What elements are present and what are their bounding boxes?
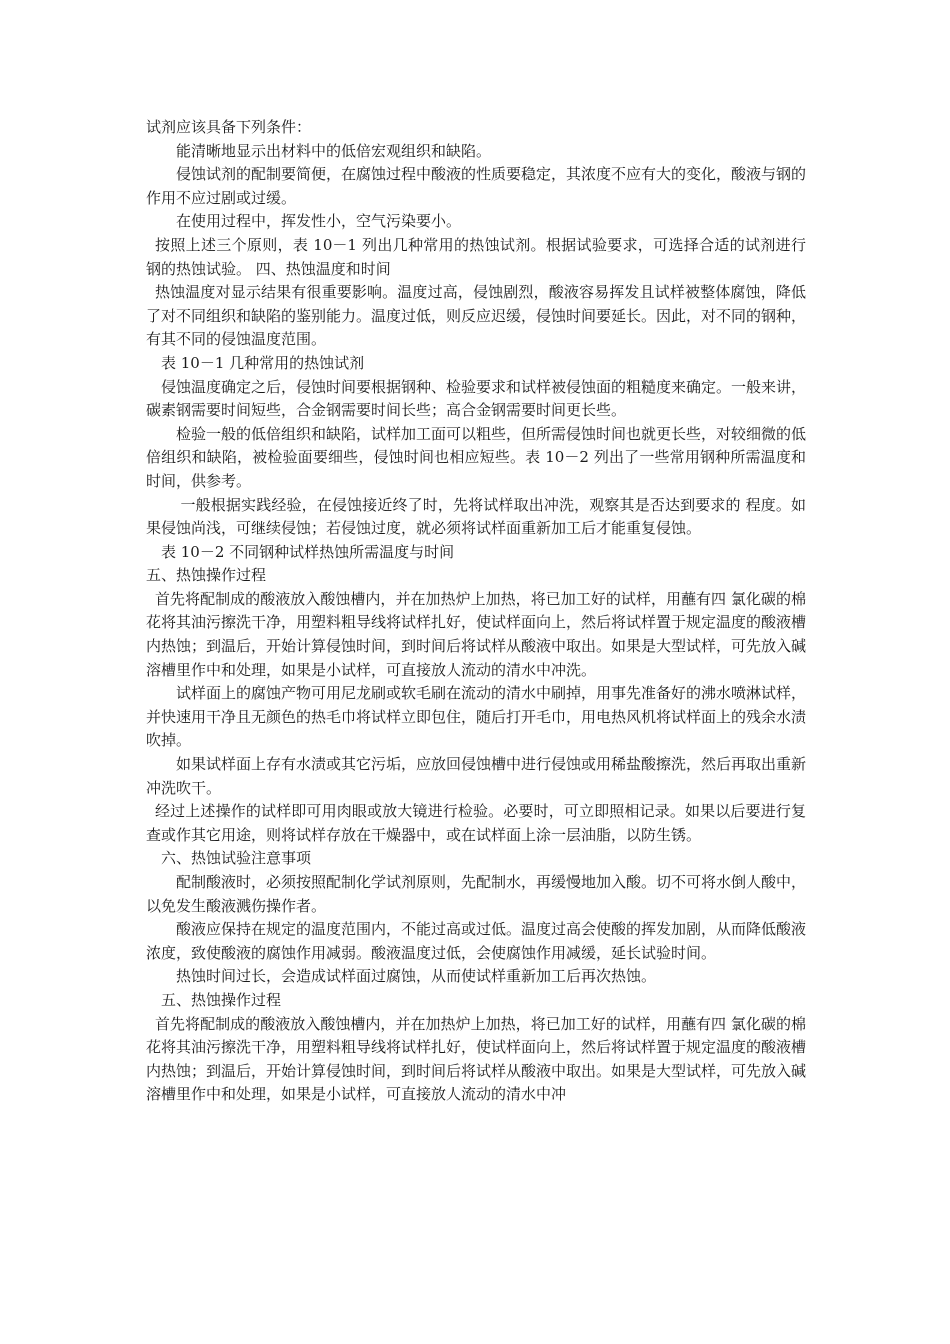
paragraph: 热蚀温度对显示结果有很重要影响。温度过高，侵蚀剧烈，酸液容易挥发且试样被整体腐蚀，降低了对不同组织和缺陷的鉴别能力。温度过低，则反应迟缓，侵蚀时间要延长。因此，对不同的钢种，有其不同的侵蚀温度范围。	[146, 283, 807, 349]
paragraph: 酸液应保持在规定的温度范围内，不能过高或过低。温度过高会使酸的挥发加剧，从而降低酸液浓度，致使酸液的腐蚀作用减弱。酸液温度过低，会使腐蚀作用减缓，延长试验时间。	[146, 920, 807, 962]
paragraph: 一般根据实践经验，在侵蚀接近终了时，先将试样取出冲洗，观察其是否达到要求的 程度。如果侵蚀尚浅，可继续侵蚀；若侵蚀过度，就必须将试样面重新加工后才能重复侵蚀。	[146, 495, 806, 538]
paragraph: 按照上述三个原则，表 10－1 列出几种常用的热蚀试剂。根据试验要求，可选择合适的试剂进行钢的热蚀试验。 四、热蚀温度和时间	[146, 235, 806, 278]
paragraph: 在使用过程中，挥发性小，空气污染要小。	[176, 212, 462, 231]
paragraph: 侵蚀试剂的配制要简便，在腐蚀过程中酸液的性质要稳定，其浓度不应有大的变化，酸液与钢的作用不应过剧或过缓。	[146, 165, 807, 207]
paragraph: 试样面上的腐蚀产物可用尼龙刷或软毛刷在流动的清水中刷掉，用事先准备好的沸水喷淋试样，并快速用干净且无颜色的热毛巾将试样立即包住，随后打开毛巾，用电热风机将试样面上的残余水渍吹掉。	[146, 684, 807, 750]
table-caption: 表 10－1 几种常用的热蚀试剂	[161, 353, 365, 372]
section-heading: 五、热蚀操作过程	[161, 990, 282, 1009]
paragraph: 侵蚀温度确定之后，侵蚀时间要根据钢种、检验要求和试样被侵蚀面的粗糙度来确定。一般来讲，碳素钢需要时间短些，合金钢需要时间长些；高合金钢需要时间更长些。	[146, 377, 807, 420]
paragraph: 检验一般的低倍组织和缺陷，试样加工面可以粗些，但所需侵蚀时间也就更长些，对较细微的低倍组织和缺陷，被检验面要细些，侵蚀时间也相应短些。表 10－2 列出了一些常用钢种所需温度和时间，供参考。	[146, 424, 807, 490]
document-body	[146, 116, 806, 1107]
section-heading: 五、热蚀操作过程	[146, 566, 267, 585]
paragraph: 首先将配制成的酸液放入酸蚀槽内，并在加热炉上加热，将已加工好的试样，用蘸有四 氯化碳的棉花将其油污擦洗干净，用塑料粗导线将试样扎好，使试样面向上，然后将试样置于规定温度的酸液槽内热蚀；到温后，开始计算侵蚀时间，到时间后将试样从酸液中取出。如果是大型试样，可先放入碱溶槽里作中和处理，如果是小试样，可直接放人流动的清水中冲洗。	[146, 589, 807, 679]
table-caption: 表 10－2 不同钢种试样热蚀所需温度与时间	[161, 542, 455, 561]
paragraph: 试剂应该具备下列条件：	[146, 118, 312, 136]
paragraph: 热蚀时间过长，会造成试样面过腐蚀，从而使试样重新加工后再次热蚀。	[176, 967, 657, 986]
paragraph: 经过上述操作的试样即可用肉眼或放大镜进行检验。必要时，可立即照相记录。如果以后要进行复查或作其它用途，则将试样存放在干燥器中，或在试样面上涂一层油脂，以防生锈。	[146, 802, 806, 844]
paragraph: 配制酸液时，必须按照配制化学试剂原则，先配制水，再缓慢地加入酸。切不可将水倒人酸中，以免发生酸液溅伤操作者。	[146, 873, 807, 915]
paragraph: 能清晰地显示出材料中的低倍宏观组织和缺陷。	[176, 141, 492, 160]
section-heading: 六、热蚀试验注意事项	[161, 849, 312, 868]
paragraph: 如果试样面上存有水渍或其它污垢，应放回侵蚀槽中进行侵蚀或用稀盐酸擦洗，然后再取出重新冲洗吹干。	[146, 755, 807, 797]
paragraph: 首先将配制成的酸液放入酸蚀槽内，并在加热炉上加热，将已加工好的试样，用蘸有四 氯化碳的棉花将其油污擦洗干净，用塑料粗导线将试样扎好，使试样面向上，然后将试样置于规定温度的酸液槽内热蚀；到温后，开始计算侵蚀时间，到时间后将试样从酸液中取出。如果是大型试样，可先放入碱溶槽里作中和处理，如果是小试样，可直接放人流动的清水中冲	[146, 1014, 807, 1104]
